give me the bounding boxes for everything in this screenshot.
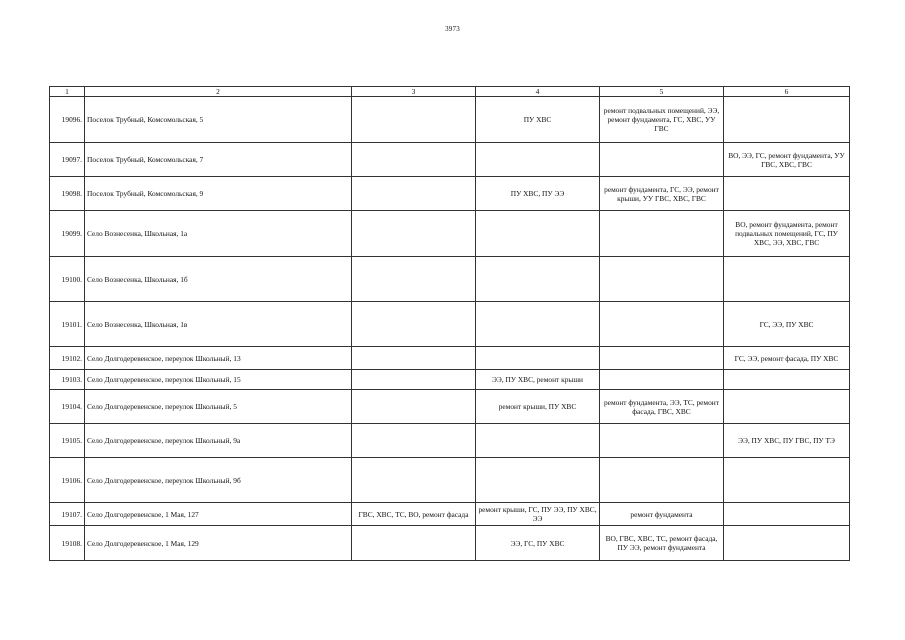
- column-header: 3: [352, 87, 476, 97]
- works-col3-cell: [352, 257, 476, 302]
- address-cell: Поселок Трубный, Комсомольская, 5: [85, 97, 352, 143]
- works-col3-cell: [352, 458, 476, 503]
- works-col4-cell: ремонт крыши, ГС, ПУ ЭЭ, ПУ ХВС, ЭЭ: [476, 503, 600, 526]
- works-col5-cell: [600, 424, 724, 458]
- address-cell: Село Вознесенка, Школьная, 1б: [85, 257, 352, 302]
- address-cell: Село Долгодеревенское, переулок Школьный, 9б: [85, 458, 352, 503]
- works-col3-cell: [352, 97, 476, 143]
- row-number: 19103.: [50, 370, 85, 390]
- works-col4-cell: ЭЭ, ПУ ХВС, ремонт крыши: [476, 370, 600, 390]
- address-cell: Село Долгодеревенское, переулок Школьный, 13: [85, 347, 352, 370]
- row-number: 19100.: [50, 257, 85, 302]
- table-row: [50, 211, 850, 257]
- address-cell: Село Вознесенка, Школьная, 1а: [85, 211, 352, 257]
- table-row: [50, 177, 850, 211]
- table-row: [50, 257, 850, 302]
- works-col5-cell: [600, 211, 724, 257]
- works-col5-cell: [600, 347, 724, 370]
- table-row: [50, 97, 850, 143]
- works-col3-cell: [352, 302, 476, 347]
- works-col5-cell: ремонт фундамента: [600, 503, 724, 526]
- works-col3-cell: [352, 177, 476, 211]
- works-col4-cell: ремонт крыши, ПУ ХВС: [476, 390, 600, 424]
- address-cell: Село Долгодеревенское, переулок Школьный, 9а: [85, 424, 352, 458]
- table-header-row: [50, 87, 850, 97]
- column-header: 5: [600, 87, 724, 97]
- works-col5-cell: ремонт фундамента, ЭЭ, ТС, ремонт фасада, ГВС, ХВС: [600, 390, 724, 424]
- works-col3-cell: [352, 143, 476, 177]
- row-number: 19102.: [50, 347, 85, 370]
- works-col3-cell: [352, 347, 476, 370]
- works-col4-cell: [476, 424, 600, 458]
- address-cell: Поселок Трубный, Комсомольская, 9: [85, 177, 352, 211]
- row-number: 19101.: [50, 302, 85, 347]
- table-row: [50, 503, 850, 526]
- page-number: 3973: [445, 25, 460, 33]
- address-cell: Село Долгодеревенское, переулок Школьный, 15: [85, 370, 352, 390]
- works-col5-cell: ВО, ГВС, ХВС, ТС, ремонт фасада, ПУ ЭЭ, ремонт фундамента: [600, 526, 724, 561]
- address-cell: Село Долгодеревенское, 1 Мая, 127: [85, 503, 352, 526]
- works-col3-cell: [352, 424, 476, 458]
- address-cell: Село Вознесенка, Школьная, 1в: [85, 302, 352, 347]
- row-number: 19108.: [50, 526, 85, 561]
- table-row: [50, 302, 850, 347]
- works-col4-cell: [476, 458, 600, 503]
- works-col3-cell: [352, 370, 476, 390]
- works-col5-cell: [600, 302, 724, 347]
- repair-registry-table: [49, 86, 850, 561]
- table-row: [50, 143, 850, 177]
- column-header: 6: [724, 87, 850, 97]
- works-col5-cell: ремонт фундамента, ГС, ЭЭ, ремонт крыши, УУ ГВС, ХВС, ГВС: [600, 177, 724, 211]
- table-row: [50, 458, 850, 503]
- works-col4-cell: [476, 143, 600, 177]
- works-col4-cell: ПУ ХВС: [476, 97, 600, 143]
- works-col4-cell: [476, 347, 600, 370]
- row-number: 19096.: [50, 97, 85, 143]
- works-col6-cell: [724, 177, 850, 211]
- works-col4-cell: ПУ ХВС, ПУ ЭЭ: [476, 177, 600, 211]
- address-cell: Село Долгодеревенское, 1 Мая, 129: [85, 526, 352, 561]
- works-col6-cell: [724, 503, 850, 526]
- table-row: [50, 424, 850, 458]
- works-col4-cell: [476, 211, 600, 257]
- address-cell: Село Долгодеревенское, переулок Школьный, 5: [85, 390, 352, 424]
- table-row: [50, 526, 850, 561]
- works-col6-cell: ЭЭ, ПУ ХВС, ПУ ГВС, ПУ ТЭ: [724, 424, 850, 458]
- table-row: [50, 370, 850, 390]
- row-number: 19099.: [50, 211, 85, 257]
- works-col6-cell: [724, 458, 850, 503]
- works-col4-cell: [476, 257, 600, 302]
- table-row: [50, 390, 850, 424]
- row-number: 19104.: [50, 390, 85, 424]
- works-col4-cell: [476, 302, 600, 347]
- works-col6-cell: ВО, ремонт фундамента, ремонт подвальных помещений, ГС, ПУ ХВС, ЭЭ, ХВС, ГВС: [724, 211, 850, 257]
- works-col5-cell: [600, 143, 724, 177]
- table-row: [50, 347, 850, 370]
- works-col6-cell: ГС, ЭЭ, ремонт фасада, ПУ ХВС: [724, 347, 850, 370]
- works-col6-cell: ГС, ЭЭ, ПУ ХВС: [724, 302, 850, 347]
- works-col3-cell: [352, 211, 476, 257]
- works-col5-cell: ремонт подвальных помещений, ЭЭ, ремонт фундамента, ГС, ХВС, УУ ГВС: [600, 97, 724, 143]
- column-header: 1: [50, 87, 85, 97]
- row-number: 19097.: [50, 143, 85, 177]
- works-col3-cell: [352, 526, 476, 561]
- works-col6-cell: ВО, ЭЭ, ГС, ремонт фундамента, УУ ГВС, ХВС, ГВС: [724, 143, 850, 177]
- works-col5-cell: [600, 257, 724, 302]
- works-col6-cell: [724, 526, 850, 561]
- works-col6-cell: [724, 370, 850, 390]
- row-number: 19107.: [50, 503, 85, 526]
- works-col3-cell: [352, 390, 476, 424]
- works-col6-cell: [724, 97, 850, 143]
- row-number: 19098.: [50, 177, 85, 211]
- address-cell: Поселок Трубный, Комсомольская, 7: [85, 143, 352, 177]
- works-col6-cell: [724, 390, 850, 424]
- works-col3-cell: ГВС, ХВС, ТС, ВО, ремонт фасада: [352, 503, 476, 526]
- row-number: 19106.: [50, 458, 85, 503]
- works-col6-cell: [724, 257, 850, 302]
- works-col5-cell: [600, 370, 724, 390]
- column-header: 2: [85, 87, 352, 97]
- column-header: 4: [476, 87, 600, 97]
- works-col4-cell: ЭЭ, ГС, ПУ ХВС: [476, 526, 600, 561]
- works-col5-cell: [600, 458, 724, 503]
- row-number: 19105.: [50, 424, 85, 458]
